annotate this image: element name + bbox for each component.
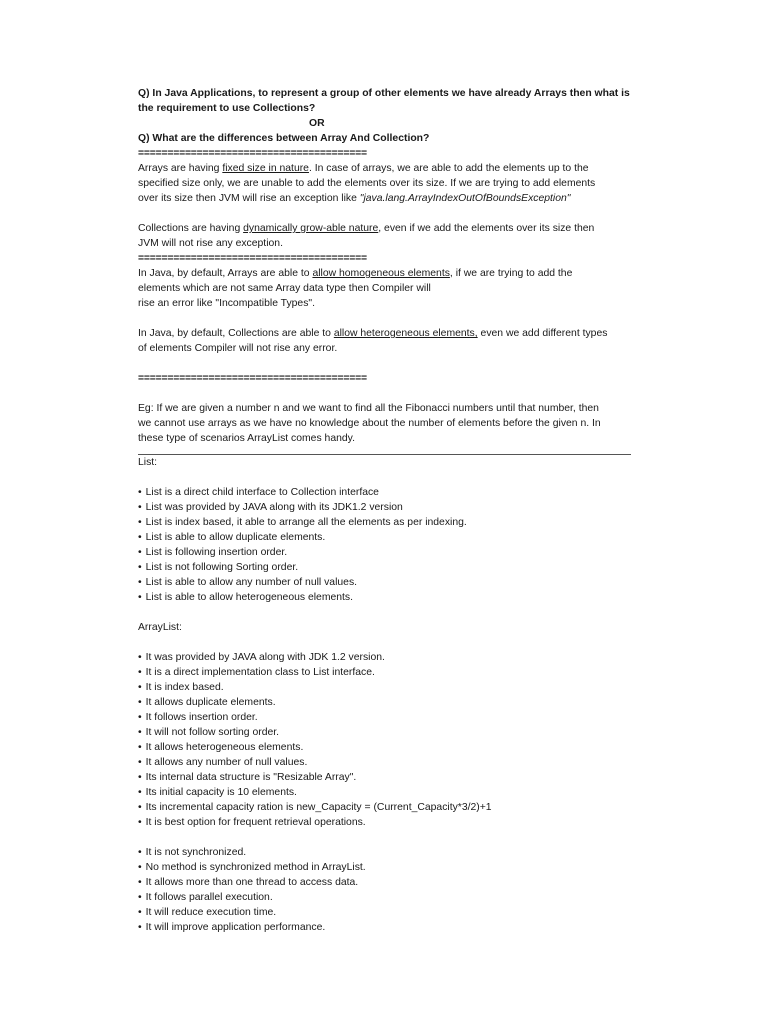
example-line-3: these type of scenarios ArrayList comes handy. bbox=[138, 433, 355, 444]
document-content bbox=[138, 86, 638, 935]
example-paragraph bbox=[138, 401, 638, 446]
collections-dynamic-line-2: JVM will not rise any exception. bbox=[138, 238, 283, 249]
list-item: • No method is synchronized method in ArrayList. bbox=[138, 860, 638, 875]
list-item: • Its incremental capacity ration is new_Capacity = (Current_Capacity*3/2)+1 bbox=[138, 800, 638, 815]
arrays-homogeneous-line-3: rise an error like "Incompatible Types". bbox=[138, 298, 315, 309]
list-item: • Its initial capacity is 10 elements. bbox=[138, 785, 638, 800]
list-item: • It follows parallel execution. bbox=[138, 890, 638, 905]
arrays-fixed-post: . In case of arrays, we are able to add the elements up to the bbox=[308, 163, 589, 174]
collections-heterogeneous-underlined: allow heterogeneous elements, bbox=[333, 328, 478, 339]
list-item: • List is following insertion order. bbox=[138, 545, 638, 560]
collections-heterogeneous-paragraph bbox=[138, 326, 638, 356]
arrays-homogeneous-underlined: allow homogeneous elements bbox=[312, 268, 450, 279]
exception-name: "java.lang.ArrayIndexOutOfBoundsException" bbox=[359, 193, 571, 204]
arraylist-heading: ArrayList: bbox=[138, 622, 182, 633]
arrays-fixed-line-2: specified size only, we are unable to add the elements over its size. If we are trying to add elements bbox=[138, 178, 596, 189]
collections-heterogeneous-pre: In Java, by default, Collections are able to bbox=[138, 328, 334, 339]
collections-heterogeneous-post: even we add different types bbox=[477, 328, 608, 339]
separator-1: ======================================= bbox=[138, 148, 367, 159]
list-bullets bbox=[138, 485, 638, 605]
arraylist-bullets bbox=[138, 650, 638, 830]
question-alt: Q) What are the differences between Array And Collection? bbox=[138, 133, 430, 144]
list-item: • It allows duplicate elements. bbox=[138, 695, 638, 710]
collections-dynamic-pre: Collections are having bbox=[138, 223, 244, 234]
question-line-2: the requirement to use Collections? bbox=[138, 103, 316, 114]
example-line-1: Eg: If we are given a number n and we want to find all the Fibonacci numbers until that number, then bbox=[138, 403, 599, 414]
list-item: • It will improve application performance. bbox=[138, 920, 638, 935]
list-item: • List is able to allow any number of null values. bbox=[138, 575, 638, 590]
or-label: OR bbox=[309, 118, 325, 129]
example-line-2: we cannot use arrays as we have no knowledge about the number of elements before the given n. In bbox=[138, 418, 601, 429]
list-item: • List is a direct child interface to Collection interface bbox=[138, 485, 638, 500]
list-item: • Its internal data structure is "Resizable Array". bbox=[138, 770, 638, 785]
arrays-homogeneous-post: , if we are trying to add the bbox=[449, 268, 573, 279]
collections-heterogeneous-line-2: of elements Compiler will not rise any error. bbox=[138, 343, 338, 354]
list-item: • It allows heterogeneous elements. bbox=[138, 740, 638, 755]
list-item: • It follows insertion order. bbox=[138, 710, 638, 725]
arrays-fixed-pre: Arrays are having bbox=[138, 163, 223, 174]
list-item: • It allows any number of null values. bbox=[138, 755, 638, 770]
arrays-homogeneous-pre: In Java, by default, Arrays are able to bbox=[138, 268, 313, 279]
arraylist-bullets-2 bbox=[138, 845, 638, 935]
list-item: • It was provided by JAVA along with JDK 1.2 version. bbox=[138, 650, 638, 665]
list-item: • List was provided by JAVA along with its JDK1.2 version bbox=[138, 500, 638, 515]
question-line-1: Q) In Java Applications, to represent a group of other elements we have already Arrays then what is bbox=[138, 88, 630, 99]
arrays-homogeneous-line-2: elements which are not same Array data type then Compiler will bbox=[138, 283, 431, 294]
list-item: • It is best option for frequent retrieval operations. bbox=[138, 815, 638, 830]
list-item: • List is able to allow heterogeneous elements. bbox=[138, 590, 638, 605]
arrays-fixed-paragraph bbox=[138, 161, 638, 206]
list-item: • List is not following Sorting order. bbox=[138, 560, 638, 575]
list-item: • It will reduce execution time. bbox=[138, 905, 638, 920]
list-item: • It is a direct implementation class to List interface. bbox=[138, 665, 638, 680]
list-item: • It is index based. bbox=[138, 680, 638, 695]
list-item: • List is able to allow duplicate elements. bbox=[138, 530, 638, 545]
collections-dynamic-underlined: dynamically grow-able nature bbox=[243, 223, 379, 234]
list-item: • It is not synchronized. bbox=[138, 845, 638, 860]
list-item: • List is index based, it able to arrange all the elements as per indexing. bbox=[138, 515, 638, 530]
arrays-fixed-underlined: fixed size in nature bbox=[222, 163, 309, 174]
list-item: • It allows more than one thread to access data. bbox=[138, 875, 638, 890]
list-item: • It will not follow sorting order. bbox=[138, 725, 638, 740]
arrays-fixed-line-3: over its size then JVM will rise an exception like bbox=[138, 193, 360, 204]
separator-2: ======================================= bbox=[138, 253, 367, 264]
list-heading: List: bbox=[138, 457, 158, 468]
collections-dynamic-paragraph bbox=[138, 221, 638, 251]
collections-dynamic-post: , even if we add the elements over its size then bbox=[378, 223, 595, 234]
arrays-homogeneous-paragraph bbox=[138, 266, 638, 311]
separator-3: ======================================= bbox=[138, 373, 367, 384]
